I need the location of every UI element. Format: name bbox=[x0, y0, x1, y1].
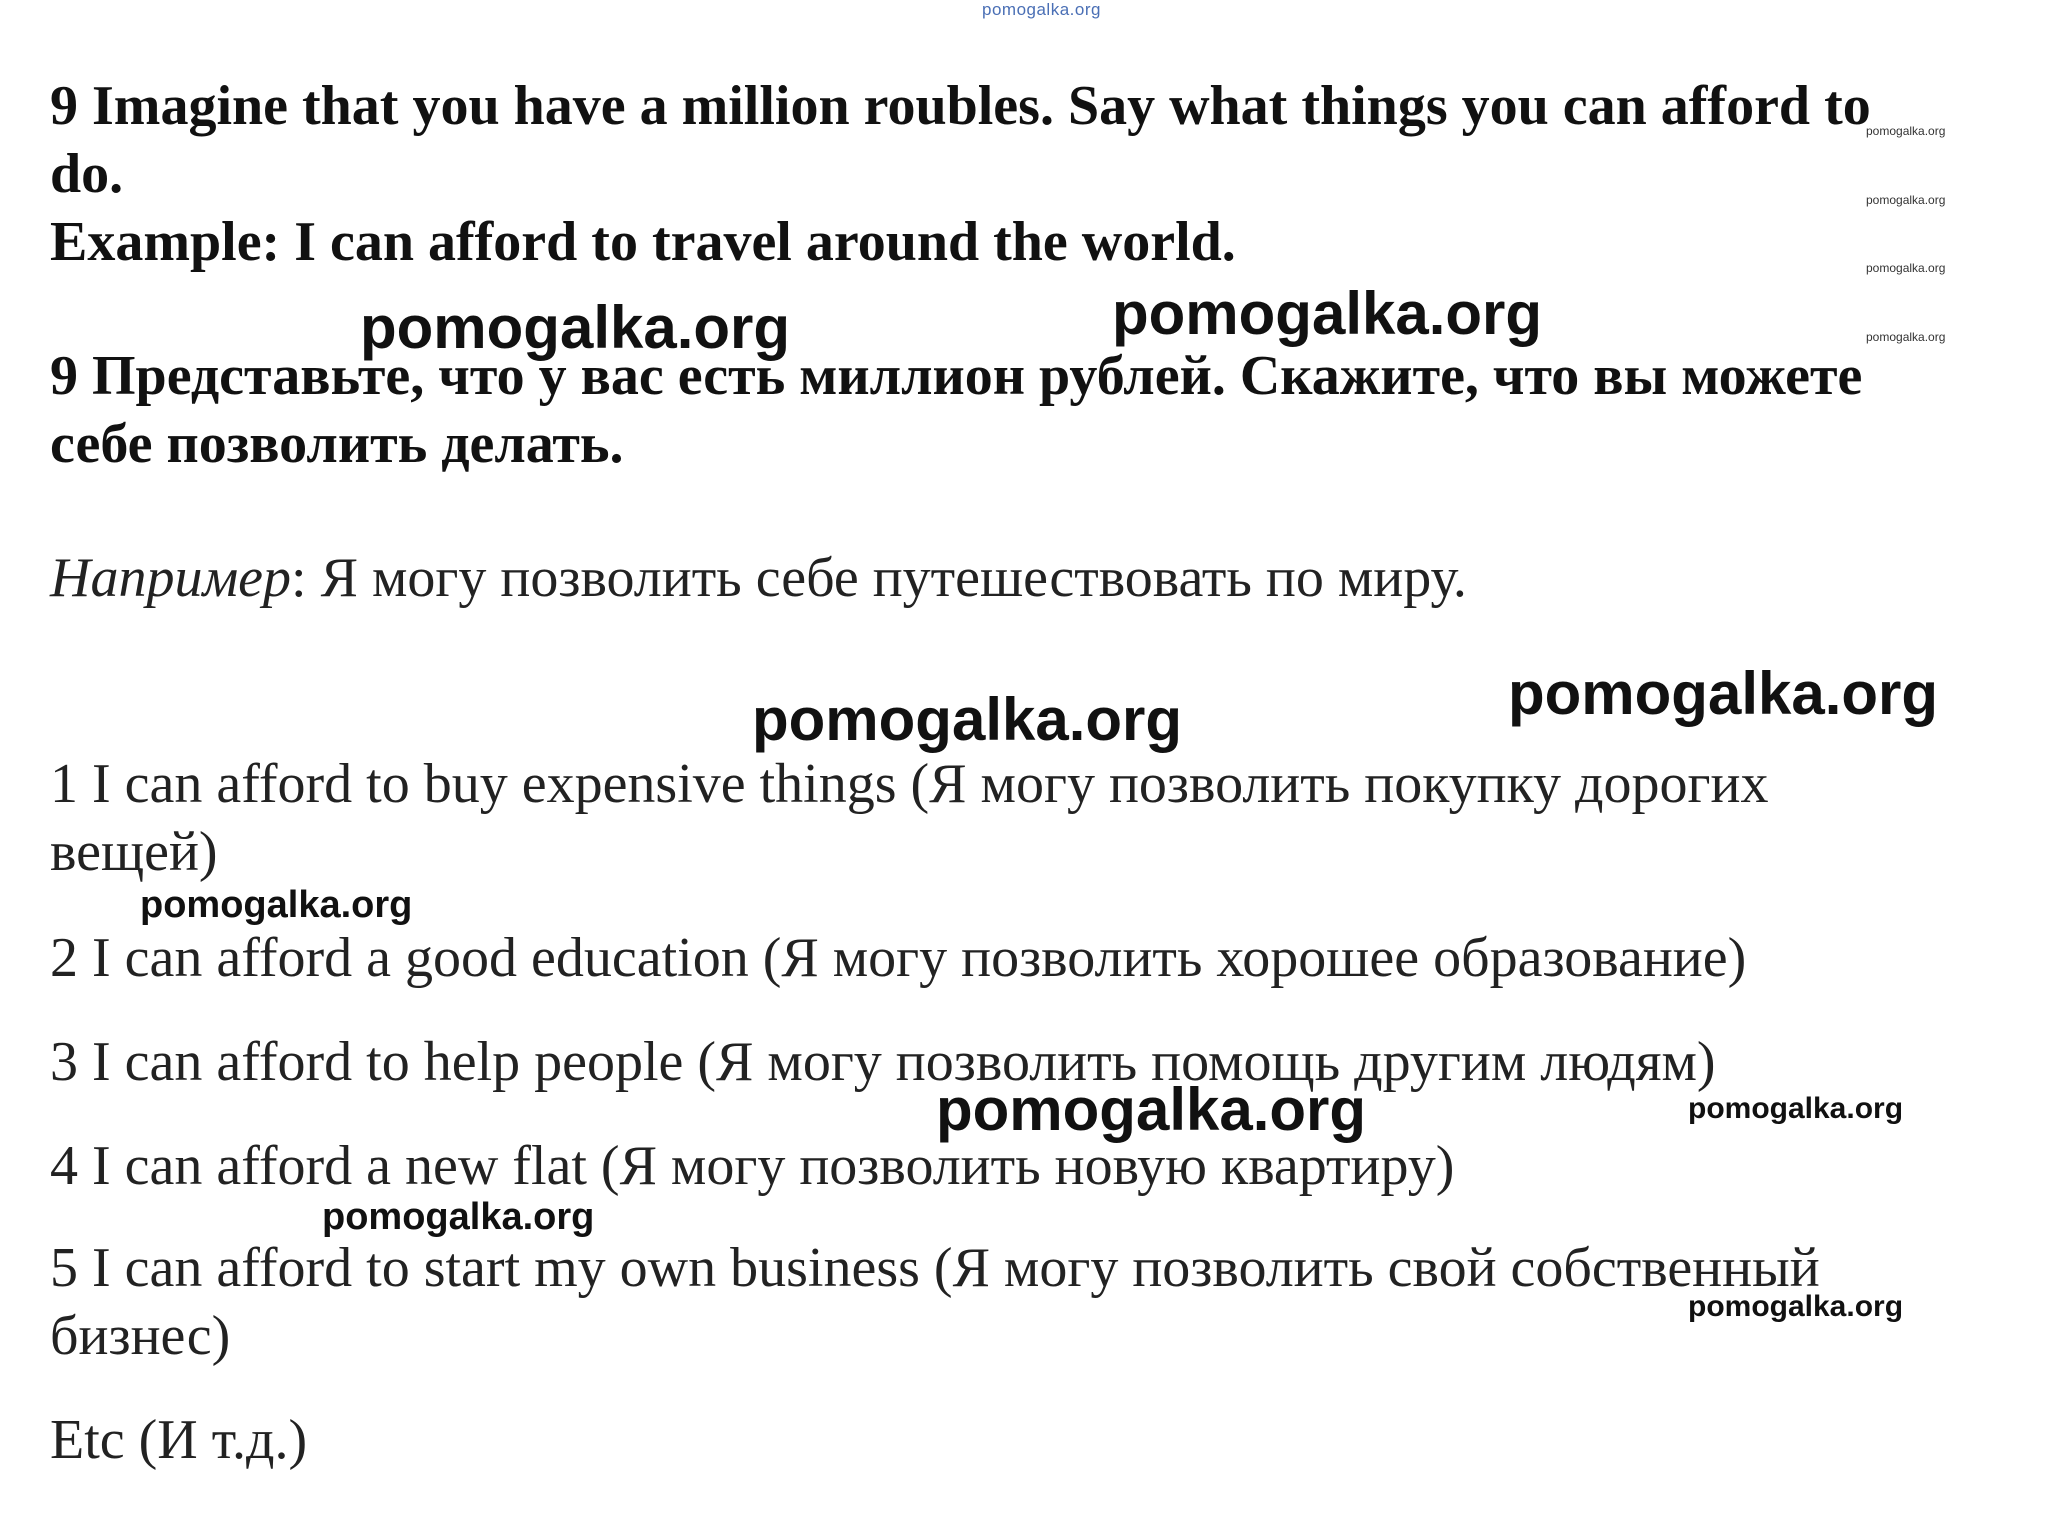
watermark: pomogalka.org bbox=[1508, 660, 1939, 727]
answer-3: 3 I can afford to help people (Я могу позволить помощь другим людям) bbox=[50, 1031, 1716, 1093]
watermark: pomogalka.org bbox=[1866, 124, 1946, 138]
watermark: pomogalka.org bbox=[936, 1076, 1367, 1143]
example-ru-text: : Я могу позволить себе путешествовать по миру. bbox=[291, 547, 1467, 609]
task-example-en: Example: I can afford to travel around the world. bbox=[50, 211, 1236, 273]
answer-1-line2: вещей) bbox=[50, 821, 218, 883]
task-title-ru-line1: 9 Представьте, что у вас есть миллион рублей. Скажите, что вы можете bbox=[50, 345, 1863, 407]
watermark: pomogalka.org bbox=[1866, 193, 1946, 207]
watermark: pomogalka.org bbox=[1688, 1290, 1904, 1323]
task-example-ru bbox=[50, 547, 1467, 609]
site-mark-header: pomogalka.org bbox=[982, 0, 1101, 19]
watermark: pomogalka.org bbox=[360, 294, 791, 361]
answer-1-line1: 1 I can afford to buy expensive things (Я могу позволить покупку дорогих bbox=[50, 753, 1769, 815]
task-title-ru-line2: себе позволить делать. bbox=[50, 413, 624, 475]
etc-line: Etc (И т.д.) bbox=[50, 1409, 308, 1471]
watermark: pomogalka.org bbox=[1688, 1092, 1904, 1125]
answer-5-line2: бизнес) bbox=[50, 1305, 231, 1367]
watermark: pomogalka.org bbox=[140, 884, 413, 926]
watermark: pomogalka.org bbox=[1866, 330, 1946, 344]
answer-5-line1: 5 I can afford to start my own business (Я могу позволить свой собственный bbox=[50, 1237, 1820, 1299]
answer-2: 2 I can afford a good education (Я могу позволить хорошее образование) bbox=[50, 927, 1747, 989]
watermark: pomogalka.org bbox=[322, 1196, 595, 1238]
answer-4: 4 I can afford a new flat (Я могу позволить новую квартиру) bbox=[50, 1135, 1455, 1197]
watermark: pomogalka.org bbox=[752, 686, 1183, 753]
task-title-en-line2: do. bbox=[50, 143, 124, 205]
example-ru-label: Например bbox=[50, 547, 292, 609]
watermark: pomogalka.org bbox=[1866, 261, 1946, 275]
watermark: pomogalka.org bbox=[1112, 280, 1543, 347]
task-title-en-line1: 9 Imagine that you have a million roubles. Say what things you can afford to bbox=[50, 75, 1871, 137]
